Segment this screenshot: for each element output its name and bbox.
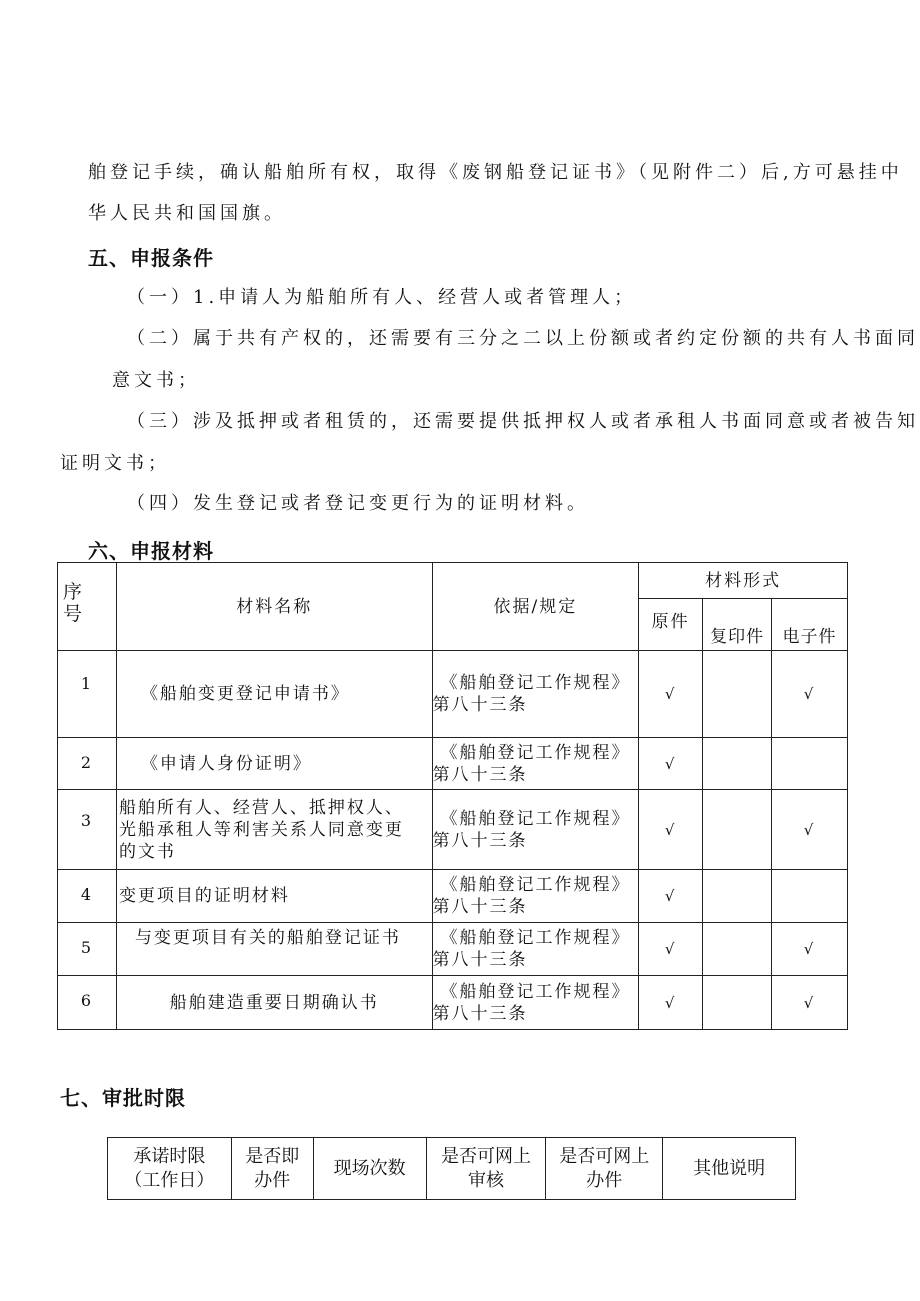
- copy-check: [703, 870, 772, 923]
- electronic-check: [772, 870, 848, 923]
- row-basis: [432, 870, 639, 923]
- row-basis: [432, 651, 639, 738]
- other-notes-header: 其他说明: [663, 1138, 796, 1200]
- original-check: √: [639, 651, 703, 738]
- electronic-check: √: [772, 976, 848, 1030]
- table-row: [58, 651, 848, 738]
- table-row: [58, 976, 848, 1030]
- online-handling-header: [546, 1138, 663, 1200]
- basis-line-2: 第八十三条: [432, 764, 528, 785]
- materials-table: [57, 562, 848, 1030]
- table-row: [58, 790, 848, 870]
- instant-handling-line-2: 办件: [254, 1169, 291, 1191]
- onsite-visits-header: 现场次数: [313, 1138, 426, 1200]
- section-7-heading: 七、审批时限: [60, 1086, 186, 1110]
- row-basis: [432, 923, 639, 976]
- row-basis: [432, 976, 639, 1030]
- online-review-line-1: 是否可网上: [440, 1145, 531, 1167]
- row-material-name: 《船舶变更登记申请书》: [116, 651, 432, 738]
- row-seq: 3: [58, 790, 117, 870]
- original-check: √: [639, 738, 703, 790]
- form-header: 材料形式: [639, 563, 848, 599]
- basis-line-2: 第八十三条: [432, 830, 528, 851]
- condition-item-3-line-1: （三）涉及抵押或者租赁的，还需要提供抵押权人或者承租人书面同意或者被告知: [127, 411, 919, 432]
- basis-line-1: 《船舶登记工作规程》: [440, 981, 631, 1002]
- instant-handling-header: [231, 1138, 313, 1200]
- name-line-3: 的文书: [118, 841, 176, 862]
- copy-check: [703, 651, 772, 738]
- row-material-name: 船舶建造重要日期确认书: [116, 976, 432, 1030]
- commitment-days-line-2: （工作日）: [124, 1169, 215, 1191]
- commitment-days-line-1: 承诺时限: [133, 1145, 206, 1167]
- basis-line-2: 第八十三条: [432, 695, 528, 715]
- basis-line-2: 第八十三条: [432, 897, 528, 917]
- name-line-2: 光船承租人等利害关系人同意变更: [118, 819, 404, 840]
- basis-line-1: 《船舶登记工作规程》: [440, 928, 631, 948]
- row-basis: [432, 738, 639, 790]
- basis-line-2: 第八十三条: [432, 1003, 528, 1024]
- seq-header-char-2: 号: [63, 603, 85, 625]
- row-material-name: [116, 790, 432, 870]
- section-6-heading: 六、申报材料: [88, 539, 214, 563]
- electronic-check: √: [772, 651, 848, 738]
- online-review-line-2: 审核: [467, 1169, 504, 1191]
- row-basis: [432, 790, 639, 870]
- electronic-check: √: [772, 790, 848, 870]
- intro-line-2: 华人民共和国国旗。: [88, 203, 286, 224]
- seq-header-char-1: 序: [63, 581, 85, 603]
- table-row: [58, 870, 848, 923]
- instant-handling-line-1: 是否即: [245, 1145, 300, 1167]
- electronic-check: √: [772, 923, 848, 976]
- copy-check: [703, 738, 772, 790]
- row-material-name: 《申请人身份证明》: [116, 738, 432, 790]
- copy-check: [703, 976, 772, 1030]
- copy-header: 复印件: [703, 599, 772, 651]
- condition-item-4: （四）发生登记或者登记变更行为的证明材料。: [127, 493, 589, 514]
- row-material-name: 变更项目的证明材料: [116, 870, 432, 923]
- original-check: √: [639, 870, 703, 923]
- basis-line-1: 《船舶登记工作规程》: [440, 875, 631, 895]
- original-header: 原件: [639, 599, 703, 651]
- row-seq: 2: [58, 738, 117, 790]
- online-handling-line-1: 是否可网上: [559, 1145, 650, 1167]
- basis-header: 依据/规定: [432, 563, 639, 651]
- row-seq: 4: [58, 870, 117, 923]
- copy-check: [703, 923, 772, 976]
- condition-item-2-line-1: （二）属于共有产权的，还需要有三分之二以上份额或者约定份额的共有人书面同: [127, 328, 919, 349]
- basis-line-2: 第八十三条: [432, 950, 528, 970]
- original-check: √: [639, 976, 703, 1030]
- seq-header: [58, 563, 117, 651]
- row-seq: 6: [58, 976, 117, 1030]
- basis-line-1: 《船舶登记工作规程》: [440, 808, 631, 829]
- commitment-days-header: [108, 1138, 232, 1200]
- name-header: 材料名称: [116, 563, 432, 651]
- basis-line-1: 《船舶登记工作规程》: [440, 673, 631, 693]
- name-line-1: 船舶所有人、经营人、抵押权人、: [118, 797, 404, 818]
- original-check: √: [639, 790, 703, 870]
- row-material-name: 与变更项目有关的船舶登记证书: [116, 923, 432, 976]
- copy-check: [703, 790, 772, 870]
- online-handling-line-2: 办件: [586, 1169, 623, 1191]
- section-5-heading: 五、申报条件: [88, 246, 214, 270]
- approval-time-table: [107, 1137, 796, 1200]
- online-review-header: [426, 1138, 546, 1200]
- condition-item-1: （一）1.申请人为船舶所有人、经营人或者管理人；: [127, 287, 637, 308]
- electronic-check: [772, 738, 848, 790]
- condition-item-2-line-2: 意文书；: [112, 370, 200, 391]
- basis-line-1: 《船舶登记工作规程》: [440, 742, 631, 763]
- original-check: √: [639, 923, 703, 976]
- row-seq: 5: [58, 923, 117, 976]
- table-row: [58, 738, 848, 790]
- electronic-header: 电子件: [772, 599, 848, 651]
- row-seq: 1: [58, 651, 117, 738]
- condition-item-3-line-2: 证明文书；: [60, 453, 170, 474]
- table-row: [58, 923, 848, 976]
- intro-line-1: 舶登记手续，确认船舶所有权，取得《废钢船登记证书》（见附件二）后,方可悬挂中: [88, 162, 903, 183]
